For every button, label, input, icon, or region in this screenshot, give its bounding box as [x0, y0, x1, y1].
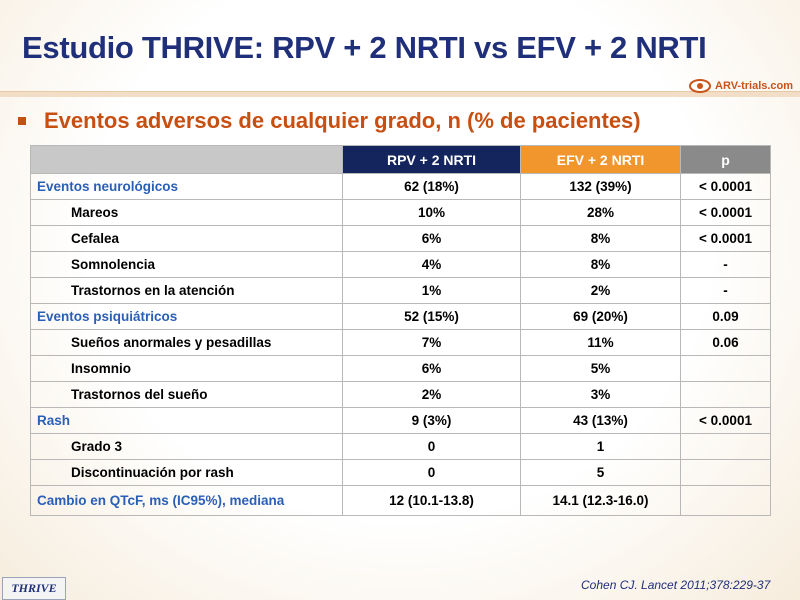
p-value: < 0.0001 — [681, 200, 771, 226]
efv-value: 2% — [521, 278, 681, 304]
p-value: < 0.0001 — [681, 174, 771, 200]
rpv-value: 62 (18%) — [343, 174, 521, 200]
row-label: Cefalea — [31, 226, 343, 252]
efv-value: 8% — [521, 252, 681, 278]
rpv-value: 6% — [343, 226, 521, 252]
logo-text: ARV-trials.com — [715, 80, 794, 92]
rpv-value: 52 (15%) — [343, 304, 521, 330]
p-value: < 0.0001 — [681, 226, 771, 252]
square-bullet-icon — [18, 117, 26, 125]
title-divider — [0, 91, 800, 97]
efv-value: 1 — [521, 434, 681, 460]
table-row — [31, 200, 771, 226]
rpv-value: 9 (3%) — [343, 408, 521, 434]
efv-value: 5 — [521, 460, 681, 486]
efv-value: 11% — [521, 330, 681, 356]
row-label: Insomnio — [31, 356, 343, 382]
row-label: Somnolencia — [31, 252, 343, 278]
efv-value: 69 (20%) — [521, 304, 681, 330]
table-row — [31, 486, 771, 516]
table-row — [31, 434, 771, 460]
thrive-study-badge: THRIVE — [2, 577, 66, 600]
p-value — [681, 382, 771, 408]
table-row — [31, 252, 771, 278]
rpv-value: 0 — [343, 460, 521, 486]
p-value: 0.06 — [681, 330, 771, 356]
p-value: - — [681, 252, 771, 278]
p-value: 0.09 — [681, 304, 771, 330]
efv-value: 43 (13%) — [521, 408, 681, 434]
rpv-value: 2% — [343, 382, 521, 408]
row-label: Discontinuación por rash — [31, 460, 343, 486]
row-label: Eventos psiquiátricos — [31, 304, 343, 330]
row-label: Trastornos en la atención — [31, 278, 343, 304]
p-value — [681, 434, 771, 460]
rpv-value: 7% — [343, 330, 521, 356]
header-p-value: p — [681, 146, 771, 174]
efv-value: 8% — [521, 226, 681, 252]
table-row — [31, 408, 771, 434]
table-row — [31, 226, 771, 252]
efv-value: 28% — [521, 200, 681, 226]
table-row — [31, 356, 771, 382]
slide-title: Estudio THRIVE: RPV + 2 NRTI vs EFV + 2 NRTI — [22, 30, 707, 65]
row-label: Trastornos del sueño — [31, 382, 343, 408]
efv-value: 132 (39%) — [521, 174, 681, 200]
rpv-value: 1% — [343, 278, 521, 304]
row-label: Eventos neurológicos — [31, 174, 343, 200]
header-rpv: RPV + 2 NRTI — [343, 146, 521, 174]
table-body — [31, 174, 771, 516]
p-value — [681, 460, 771, 486]
arv-trials-logo — [688, 75, 793, 97]
table-row — [31, 278, 771, 304]
row-label: Mareos — [31, 200, 343, 226]
table-row — [31, 382, 771, 408]
rpv-value: 0 — [343, 434, 521, 460]
table-row — [31, 460, 771, 486]
row-label: Rash — [31, 408, 343, 434]
table-header-row — [31, 146, 771, 174]
efv-value: 3% — [521, 382, 681, 408]
row-label: Grado 3 — [31, 434, 343, 460]
table-row — [31, 174, 771, 200]
p-value: < 0.0001 — [681, 408, 771, 434]
rpv-value: 4% — [343, 252, 521, 278]
table-row — [31, 304, 771, 330]
rpv-value: 6% — [343, 356, 521, 382]
efv-value: 5% — [521, 356, 681, 382]
rpv-value: 12 (10.1-13.8) — [343, 486, 521, 516]
rpv-value: 10% — [343, 200, 521, 226]
row-label: Cambio en QTcF, ms (IC95%), mediana — [31, 486, 343, 516]
row-label: Sueños anormales y pesadillas — [31, 330, 343, 356]
section-heading — [18, 108, 641, 134]
table-row — [31, 330, 771, 356]
p-value: - — [681, 278, 771, 304]
p-value — [681, 486, 771, 516]
header-blank-cell — [31, 146, 343, 174]
citation: Cohen CJ. Lancet 2011;378:229-37 — [581, 578, 771, 592]
adverse-events-table — [30, 145, 771, 516]
p-value — [681, 356, 771, 382]
efv-value: 14.1 (12.3-16.0) — [521, 486, 681, 516]
header-efv: EFV + 2 NRTI — [521, 146, 681, 174]
arv-logo-icon — [688, 78, 712, 94]
section-heading-text: Eventos adversos de cualquier grado, n (% de pacientes) — [44, 108, 641, 133]
